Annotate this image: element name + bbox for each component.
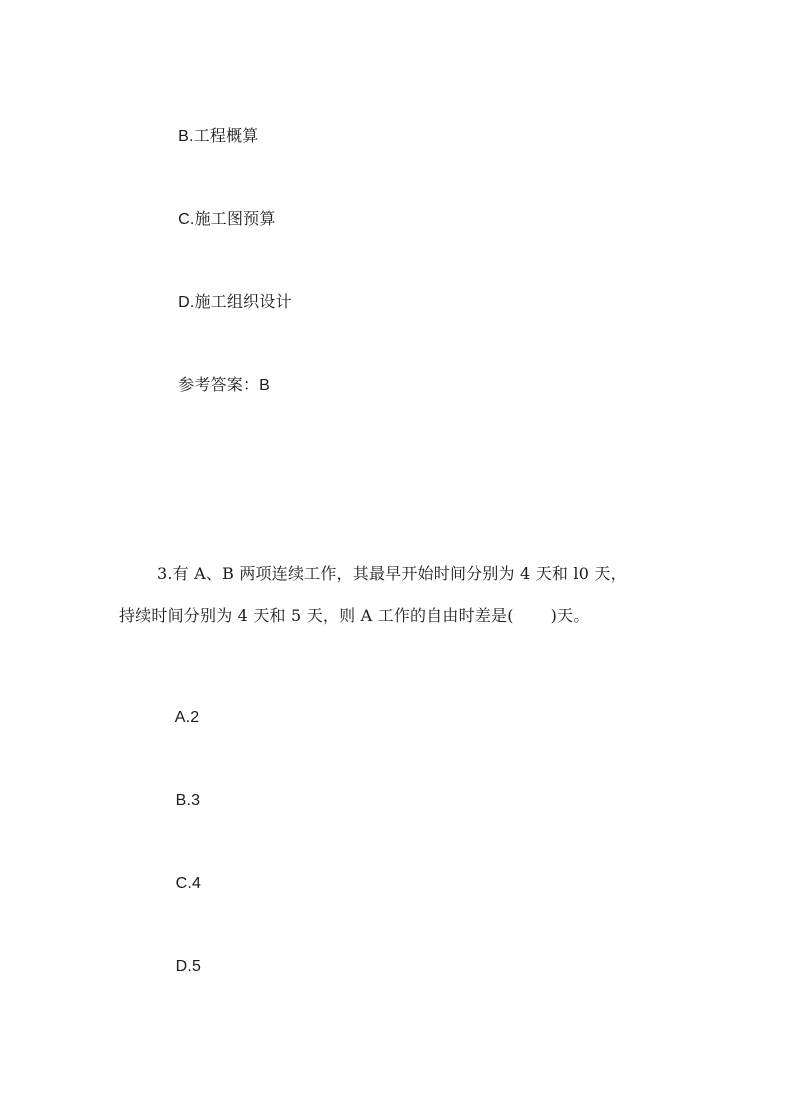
option-b-prev [157, 106, 259, 167]
reference-answer [157, 355, 270, 416]
option-label: D. [178, 294, 195, 311]
question-3-stem-line-1: 3.有 A、B 两项连续工作，其最早开始时间分别为 4 天和 l0 天， [157, 564, 627, 583]
option-text: 3 [191, 792, 201, 809]
option-label: B. [175, 792, 192, 809]
option-b [157, 771, 200, 831]
option-text: 4 [192, 875, 202, 892]
option-text: 工程概算 [193, 126, 259, 145]
option-c-prev [157, 189, 276, 250]
option-c [157, 854, 201, 914]
option-label: D. [175, 958, 192, 975]
option-label: C. [175, 875, 192, 892]
answer-value: B [259, 377, 271, 394]
option-d [157, 937, 201, 997]
option-text: 5 [192, 958, 202, 975]
option-text: 施工图预算 [194, 209, 276, 228]
option-label: B. [178, 128, 194, 145]
question-3-stem-line-2: 持续时间分别为 4 天和 5 天，则 A 工作的自由时差是( )天。 [119, 606, 590, 625]
answer-label: 参考答案： [178, 375, 260, 394]
option-a [157, 688, 199, 748]
option-label: C. [178, 211, 195, 228]
option-label: A. [174, 709, 191, 726]
option-text: 施工组织设计 [194, 292, 292, 311]
option-text: 2 [190, 709, 200, 726]
option-d-prev [157, 272, 292, 333]
